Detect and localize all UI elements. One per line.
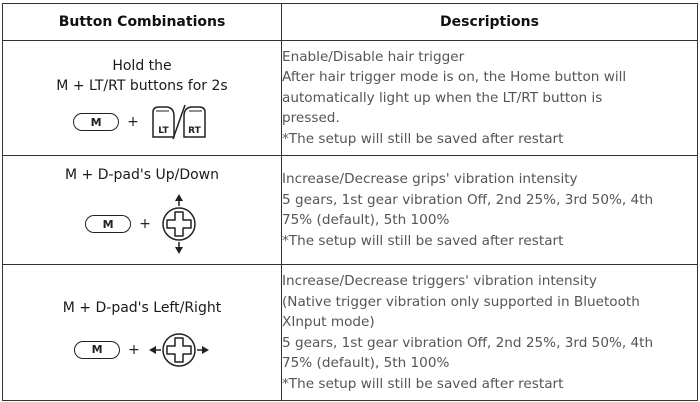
table-row [3, 156, 698, 265]
description-cell [282, 156, 698, 265]
plus-sign: + [128, 341, 140, 358]
header-descriptions: Descriptions [282, 4, 698, 41]
dpad-up-down-icon [159, 193, 199, 255]
description-line: 5 gears, 1st gear vibration Off, 2nd 25%, 3rd 50%, 4th [282, 334, 654, 351]
table-row [3, 41, 698, 156]
description-line: automatically light up when the LT/RT button is [282, 89, 603, 106]
combo-line: M + D-pad's Up/Down [64, 167, 219, 183]
plus-sign: + [127, 114, 139, 130]
description-cell [282, 265, 698, 401]
header-combinations: Button Combinations [3, 4, 282, 41]
rt-label: RT [188, 126, 201, 136]
m-button-icon: M [73, 113, 119, 131]
dpad-left-right-icon [148, 332, 210, 368]
combination-cell [3, 156, 282, 265]
description-line: Increase/Decrease triggers' vibration intensity [282, 273, 597, 289]
combo-line: M + LT/RT buttons for 2s [56, 78, 228, 94]
description-line: *The setup will still be saved after restart [282, 375, 564, 392]
m-button-icon: M [85, 215, 131, 233]
lt-label: LT [158, 126, 169, 136]
button-combinations-table [2, 3, 698, 401]
table-row [3, 265, 698, 401]
description-line: (Native trigger vibration only supported in Bluetooth [282, 293, 640, 310]
description-line: pressed. [282, 110, 340, 127]
description-line: 75% (default), 5th 100% [282, 355, 450, 371]
combo-line: Hold the [112, 58, 172, 74]
description-line: 75% (default), 5th 100% [282, 212, 450, 228]
description-line: *The setup will still be saved after restart [282, 130, 564, 147]
description-cell [282, 41, 698, 156]
description-line: After hair trigger mode is on, the Home button will [282, 69, 627, 86]
description-line: XInput mode) [282, 314, 375, 330]
combo-line: M + D-pad's Left/Right [62, 299, 222, 316]
m-button-icon: M [74, 341, 120, 359]
description-line: 5 gears, 1st gear vibration Off, 2nd 25%, 3rd 50%, 4th [282, 191, 654, 208]
header-row [3, 4, 698, 41]
combination-cell [3, 41, 282, 156]
description-line: *The setup will still be saved after restart [282, 232, 564, 249]
description-line: Enable/Disable hair trigger [282, 48, 465, 65]
lt-rt-trigger-icon [147, 104, 211, 140]
description-line: Increase/Decrease grips' vibration intensity [282, 171, 578, 187]
combination-cell [3, 265, 282, 401]
plus-sign: + [139, 216, 151, 232]
